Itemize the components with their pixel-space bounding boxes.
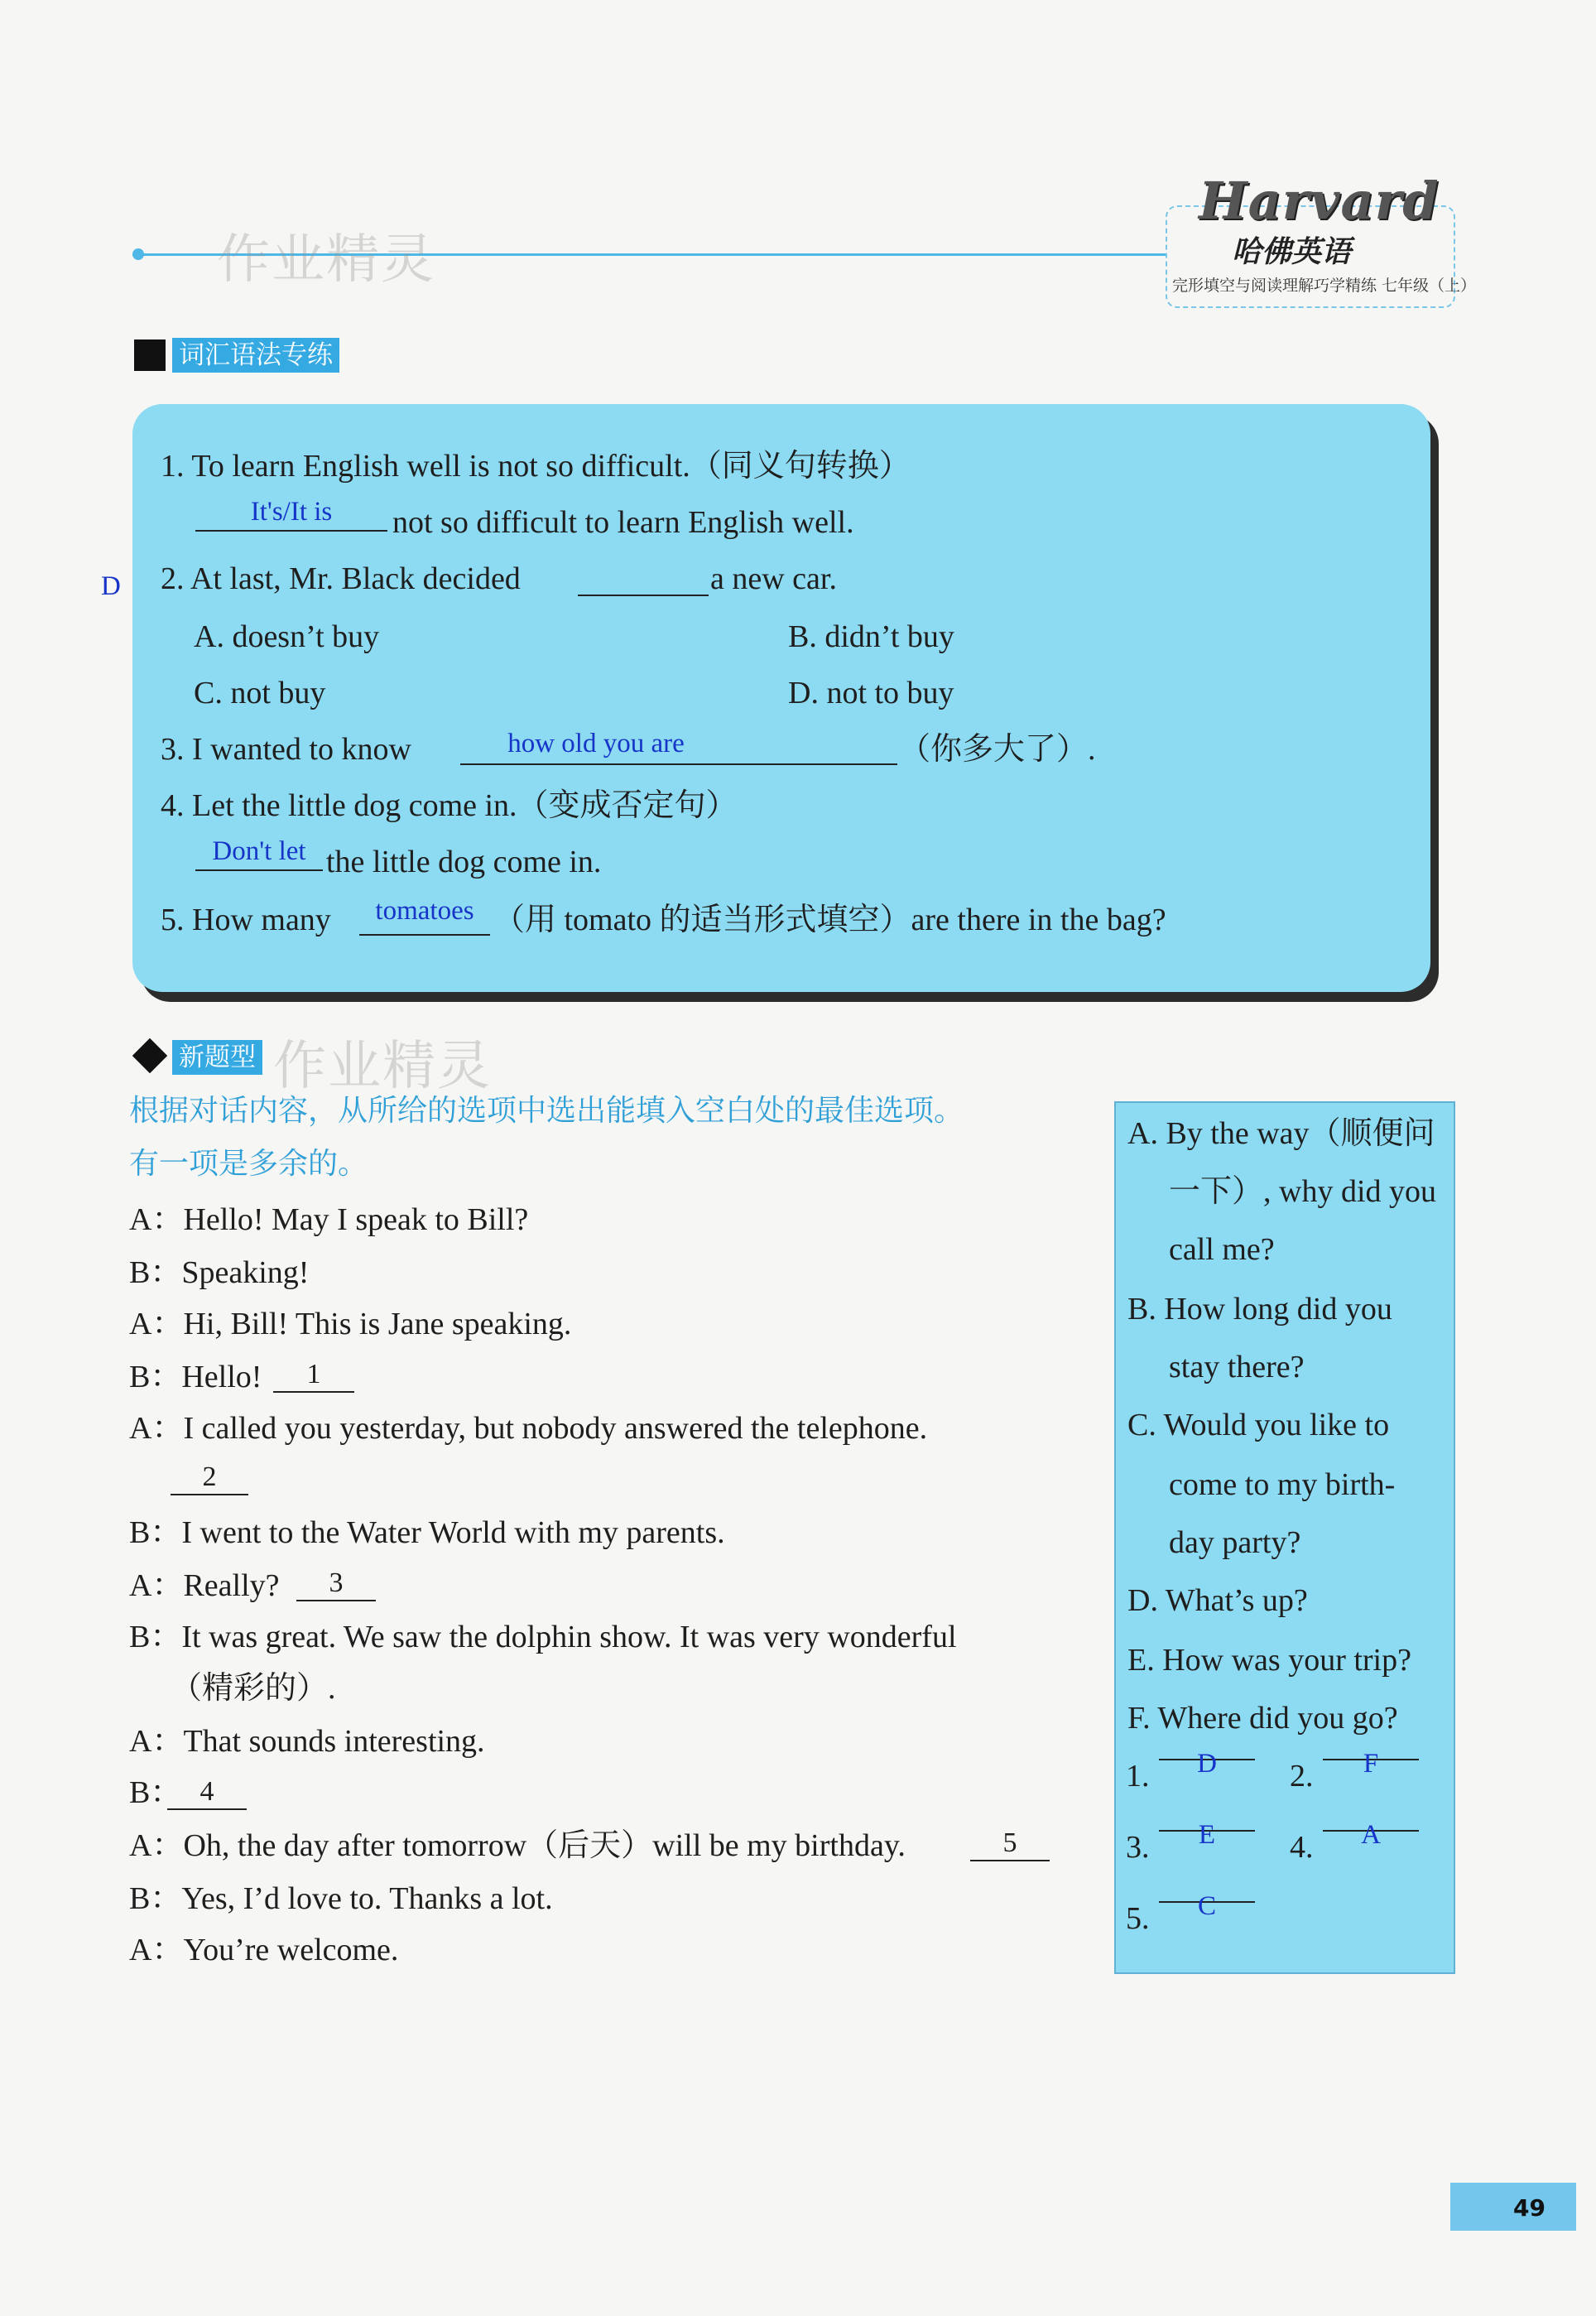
answer-label-5: 5. [1126, 1901, 1150, 1936]
answer-label-2: 2. [1290, 1759, 1314, 1794]
section-title-vocab: 词汇语法专练 [172, 338, 339, 373]
section-title-new: 新题型 [172, 1040, 262, 1075]
dialogue-line: A：You’re welcome. [129, 1933, 399, 1967]
dialogue-line: B：I went to the Water World with my parents. [129, 1515, 725, 1550]
question-5-end: （用 tomato 的适当形式填空）are there in the bag? [493, 903, 1166, 937]
question-3-end: （你多大了）. [899, 732, 1096, 767]
question-5: 5. How many [161, 903, 331, 937]
question-1: 1. To learn English well is not so difficult.（同义句转换） [161, 449, 911, 484]
answer-1: D [1197, 1749, 1217, 1779]
watermark: 作业精灵 [217, 229, 435, 291]
dialogue-blank-1[interactable]: 1 [273, 1358, 354, 1393]
dialogue-line: A：That sounds interesting. [129, 1724, 485, 1759]
dialogue-line: B：Yes, I’d love to. Thanks a lot. [129, 1881, 553, 1916]
answer-label-3: 3. [1126, 1830, 1150, 1865]
dialogue-blank-5[interactable]: 5 [970, 1827, 1050, 1861]
q2-option-a: A. doesn’t buy [194, 619, 380, 654]
answer-label-1: 1. [1126, 1759, 1150, 1794]
brand-logo-chinese: 哈佛英语 [1232, 235, 1352, 269]
section-square-icon [134, 339, 166, 371]
dialogue-line: B：Hello! [129, 1360, 262, 1394]
dialogue-line: A：Hi, Bill! This is Jane speaking. [129, 1307, 572, 1341]
dialogue-line: A：Really? [129, 1568, 280, 1603]
option-c: C. Would you like to [1127, 1408, 1390, 1442]
dialogue-line: A：I called you yesterday, but nobody answered the telephone. [129, 1411, 928, 1446]
dialogue-line: A：Hello! May I speak to Bill? [129, 1202, 529, 1237]
q2-option-b: B. didn’t buy [788, 619, 954, 654]
q2-answer: D [101, 571, 121, 601]
option-e: E. How was your trip? [1127, 1643, 1411, 1678]
dialogue-line: B：It was great. We saw the dolphin show. It was very wonderful [129, 1620, 957, 1654]
answer-5: C [1197, 1891, 1216, 1921]
answer-2: F [1363, 1749, 1379, 1779]
watermark: 作业精灵 [273, 1036, 492, 1097]
question-4-line2: the little dog come in. [326, 845, 602, 879]
option-c-cont: day party? [1169, 1525, 1301, 1560]
dialogue-line: B：Speaking! [129, 1255, 310, 1290]
q2-option-c: C. not buy [194, 676, 326, 710]
question-4: 4. Let the little dog come in.（变成否定句） [161, 788, 738, 823]
option-a-cont: 一下）, why did you [1169, 1174, 1437, 1209]
option-f: F. Where did you go? [1127, 1701, 1398, 1736]
option-a: A. By the way（顺便问 [1127, 1116, 1435, 1151]
q2-blank[interactable] [578, 566, 709, 600]
option-c-cont: come to my birth- [1169, 1467, 1396, 1502]
header-rule-dot [132, 248, 144, 260]
option-b-cont: stay there? [1169, 1350, 1305, 1384]
instruction-line-1: 根据对话内容，从所给的选项中选出能填入空白处的最佳选项。 [129, 1094, 964, 1128]
question-3: 3. I wanted to know [161, 732, 411, 767]
page-number: 49 [1513, 2194, 1546, 2222]
option-a-cont: call me? [1169, 1232, 1275, 1267]
brand-logo-english: Harvard [1199, 171, 1440, 231]
dialogue-line: A：Oh, the day after tomorrow（后天）will be my birthday. [129, 1828, 906, 1863]
q5-answer: tomatoes [375, 896, 474, 926]
section-diamond-icon [132, 1038, 167, 1073]
dialogue-line: （精彩的）. [171, 1671, 336, 1706]
dialogue-blank-4[interactable]: 4 [167, 1775, 247, 1810]
answer-4: A [1361, 1820, 1381, 1850]
dialogue-blank-3[interactable]: 3 [296, 1567, 376, 1601]
instruction-line-2: 有一项是多余的。 [129, 1147, 368, 1181]
q4-answer: Don't let [212, 836, 306, 866]
question-2-end: a new car. [710, 561, 837, 596]
q1-answer: It's/It is [250, 497, 333, 527]
dialogue-line: B： [129, 1775, 182, 1810]
brand-subtitle: 完形填空与阅读理解巧学精练 七年级（上） [1172, 277, 1477, 295]
option-d: D. What’s up? [1127, 1583, 1308, 1618]
question-1-line2: not so difficult to learn English well. [392, 505, 854, 540]
answer-label-4: 4. [1290, 1830, 1314, 1865]
dialogue-blank-2[interactable]: 2 [171, 1461, 248, 1495]
answer-3: E [1198, 1820, 1216, 1850]
q3-answer: how old you are [507, 729, 685, 758]
option-b: B. How long did you [1127, 1292, 1392, 1327]
q2-option-d: D. not to buy [788, 676, 954, 710]
question-2: 2. At last, Mr. Black decided [161, 561, 521, 596]
